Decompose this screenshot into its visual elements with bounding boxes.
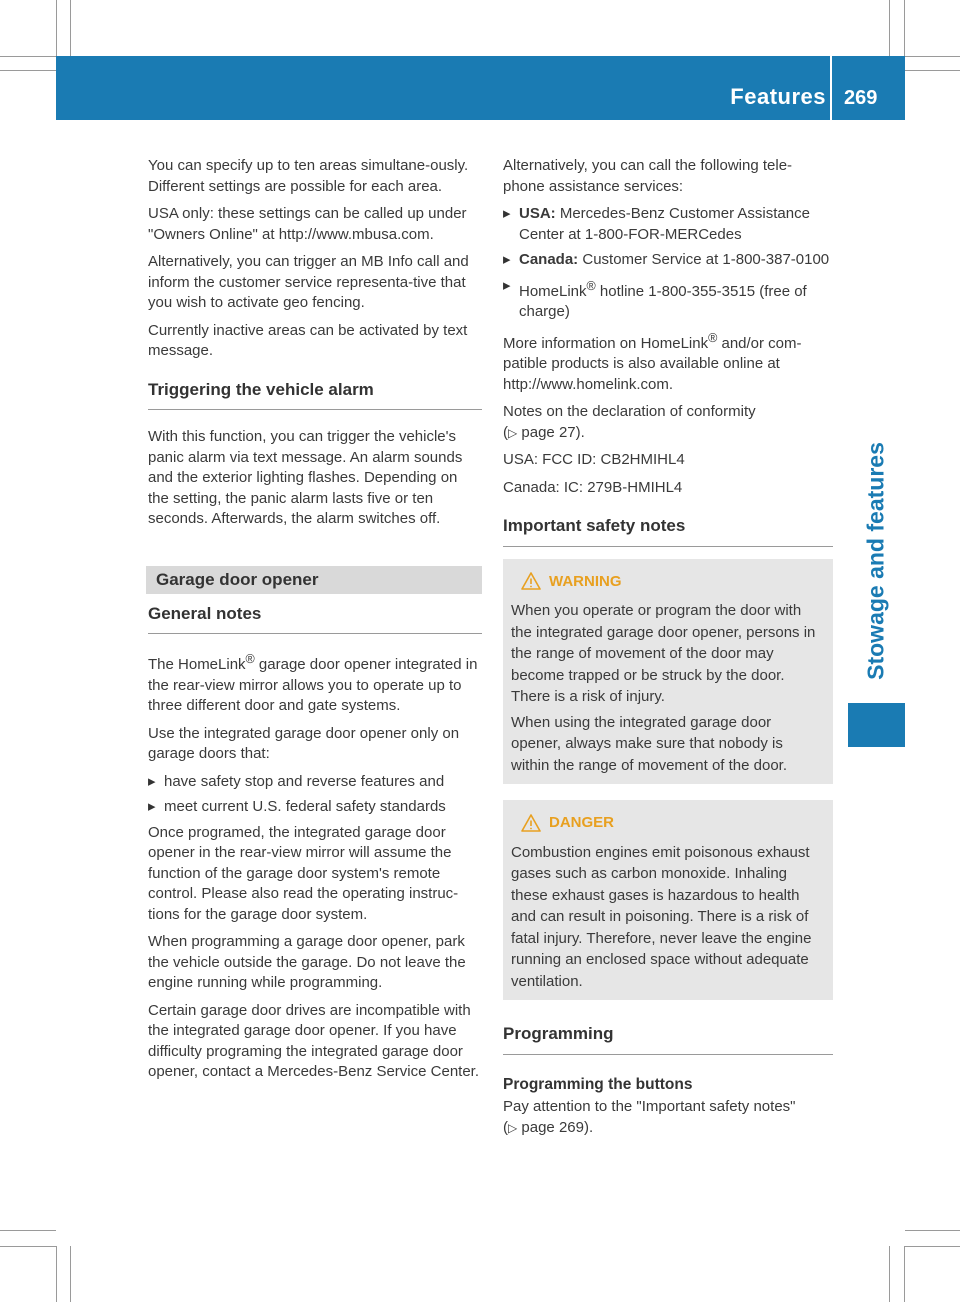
crop-mark [905, 70, 960, 71]
warning-text: When using the integrated garage door opener, always make sure that nobody is within the range of movement of the door. [511, 713, 787, 774]
text-span: More information on HomeLink [503, 334, 709, 352]
paragraph: Currently inactive areas can be activated by text message. [148, 321, 468, 359]
crop-mark [56, 1246, 57, 1302]
paragraph: Certain garage door drives are incompatible with the integrated garage door opener. If you have difficulty programing the integrated garage door opener, contact a Mercedes-Benz Service Center. [148, 1001, 480, 1080]
warning-triangle-icon [521, 814, 541, 832]
warning-box [503, 559, 833, 785]
crop-mark [905, 1230, 960, 1231]
crop-mark [0, 56, 56, 57]
registered-mark: ® [708, 330, 718, 345]
paragraph: When programming a garage door opener, park the vehicle outside the garage. Do not leave the engine running while programming. [148, 933, 466, 991]
danger-title: DANGER [549, 814, 615, 831]
text-span: The HomeLink [148, 656, 246, 673]
crop-mark [905, 1246, 960, 1247]
list-item [503, 276, 833, 323]
paragraph: USA only: these settings can be called up under "Owners Online" at http://www.mbusa.com. [148, 205, 467, 243]
list-item [503, 250, 833, 271]
section-heading: Programming [503, 1024, 833, 1055]
crop-mark [904, 1246, 905, 1302]
chapter-tab[interactable] [848, 430, 904, 692]
crop-mark [0, 1230, 56, 1231]
chapter-tab-label: Stowage and features [862, 442, 889, 680]
registered-mark: ® [586, 278, 596, 293]
chapter-marker [848, 703, 905, 747]
left-column [148, 156, 482, 1090]
right-column [503, 156, 833, 1145]
paragraph: Use the integrated garage door opener only on garage doors that: [148, 724, 460, 762]
crop-mark [904, 0, 905, 56]
page-reference-link[interactable]: page 269). [521, 1118, 594, 1136]
page-number: 269 [844, 87, 878, 109]
text-span: and/or com-patible products is also available online at http://www.homelink.com. [503, 334, 802, 393]
crop-mark [0, 70, 56, 71]
paragraph [503, 402, 833, 443]
page-reference-link[interactable]: page 27). [521, 423, 585, 441]
warning-text: When you operate or program the door with the integrated garage door opener, persons in the range of movement of the door may become trapped or be struck by the door. There is a risk of injury. [511, 602, 816, 705]
list-text: Customer Service at 1-800-387-0100 [578, 251, 830, 268]
text-span: Pay attention to the "Important safety notes" [503, 1098, 796, 1115]
warning-triangle-icon [521, 572, 541, 590]
crop-mark [0, 1246, 56, 1247]
list-text: HomeLink [519, 282, 587, 300]
text-span: ( [503, 423, 508, 441]
crop-mark [70, 1246, 71, 1302]
header-divider [830, 56, 832, 120]
paragraph [503, 328, 833, 396]
section-heading: Triggering the vehicle alarm [148, 380, 482, 411]
danger-header [511, 812, 825, 834]
paragraph: With this function, you can trigger the vehicle's panic alarm via text message. An alarm sounds and the exterior lighting flashes. Depending on the setting, the panic alarm lasts five or ten seconds. Afterwards, the alarm switches off. [148, 428, 463, 527]
section-title: Features [730, 84, 826, 109]
crop-mark [56, 0, 57, 56]
subsection-heading: Programming the buttons [503, 1075, 693, 1093]
danger-box [503, 800, 833, 1000]
crop-mark [889, 0, 890, 56]
paragraph: Once programed, the integrated garage door opener in the rear-view mirror will assume the function of the garage door system's remote control. Please also read the operating instruc-tions for the garage door system. [148, 823, 459, 923]
list-item: ▸ have safety stop and reverse features and [148, 772, 482, 793]
paragraph: Alternatively, you can call the following tele-phone assistance services: [503, 157, 793, 195]
arrow-right-icon: ▷ [508, 425, 518, 440]
text-span: ( [503, 1118, 508, 1136]
danger-text: Combustion engines emit poisonous exhaust gases such as carbon monoxide. Inhaling these exhaust gases is hazardous to health and can result in poisoning. There is a risk of fatal injury. Therefore, never leave the engine running an enclosed space without adequate ventilation. [511, 843, 812, 990]
paragraph: USA: FCC ID: CB2HMIHL4 [503, 451, 685, 468]
chapter-heading: Garage door opener [146, 566, 482, 594]
text-span: garage door opener integrated in the rear-view mirror allows you to operate up to three different door and gate systems. [148, 656, 478, 714]
warning-title: WARNING [549, 572, 622, 590]
list-label: Canada: [519, 251, 579, 268]
paragraph: Canada: IC: 279B-HMIHL4 [503, 478, 683, 496]
paragraph: Alternatively, you can trigger an MB Info call and inform the customer service representa-tive that you wish to activate geo fencing. [148, 253, 469, 311]
registered-mark: ® [245, 652, 255, 666]
crop-mark [70, 0, 71, 56]
paragraph: You can specify up to ten areas simultane-ously. Different settings are possible for each area. [148, 157, 469, 195]
list-label: USA: [519, 205, 556, 222]
paragraph [148, 649, 482, 717]
list-text: hotline 1-800-355-3515 (free of charge) [519, 282, 807, 320]
section-heading: Important safety notes [503, 516, 833, 547]
arrow-right-icon: ▷ [508, 1120, 518, 1135]
section-heading: General notes [148, 604, 482, 635]
crop-mark [889, 1246, 890, 1302]
list-item: ▸ meet current U.S. federal safety standards [148, 797, 482, 818]
paragraph [503, 1097, 833, 1138]
list-text: Mercedes-Benz Customer Assistance Center at 1-800-FOR-MERCedes [519, 205, 810, 243]
warning-header [511, 571, 825, 593]
text-span: Notes on the declaration of conformity [503, 403, 756, 420]
list-item [503, 204, 833, 245]
crop-mark [905, 56, 960, 57]
